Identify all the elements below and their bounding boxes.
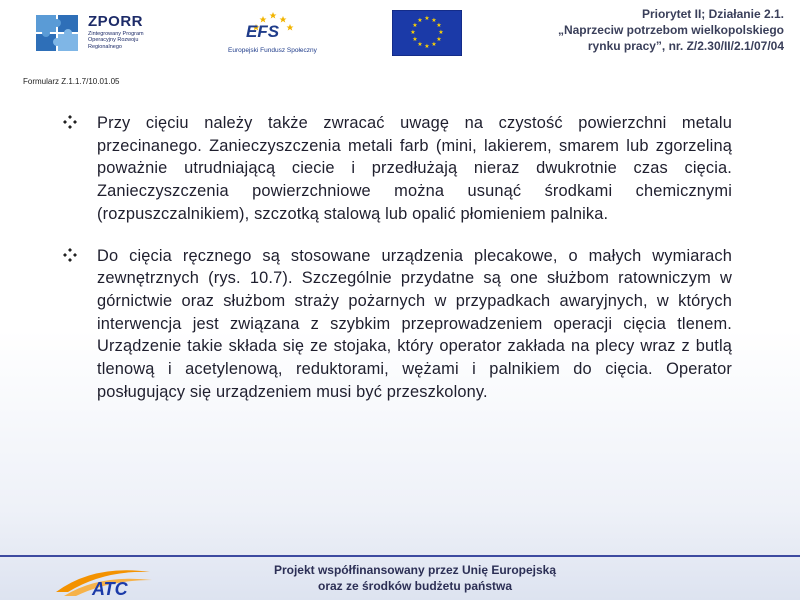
svg-text:★: ★ bbox=[417, 17, 423, 24]
svg-text:★: ★ bbox=[436, 36, 442, 43]
zporr-subtitle: Zintegrowany Program Operacyjny Rozwoju Regionalnego bbox=[88, 31, 144, 50]
diamond-bullet-icon bbox=[63, 115, 77, 129]
svg-text:★: ★ bbox=[431, 17, 437, 24]
zporr-title: ZPORR bbox=[88, 13, 143, 30]
svg-text:★: ★ bbox=[412, 22, 418, 29]
form-id: Formularz Z.1.1.7/10.01.05 bbox=[23, 77, 120, 86]
priority-line-2: „Naprzeciw potrzebom wielkopolskiego bbox=[557, 23, 784, 37]
svg-text:★: ★ bbox=[424, 43, 430, 50]
atc-logo bbox=[54, 562, 154, 598]
footer-line-2: oraz ze środków budżetu państwa bbox=[317, 579, 513, 593]
efs-subtitle: Europejski Fundusz Społeczny bbox=[228, 47, 317, 54]
efs-logo bbox=[228, 10, 326, 58]
zporr-logo bbox=[34, 11, 164, 55]
efs-title: EFS bbox=[246, 22, 280, 41]
svg-text:★: ★ bbox=[417, 41, 423, 48]
footer-line-1: Projekt współfinansowany przez Unię Europejską bbox=[273, 563, 557, 577]
priority-line-1: Priorytet II; Działanie 2.1. bbox=[641, 7, 784, 21]
svg-text:★: ★ bbox=[412, 36, 418, 43]
footer-divider bbox=[0, 555, 800, 557]
bullet-text: Przy cięciu należy także zwracać uwagę na czystość powierzchni metalu przecinanego. Zanieczyszczenia metali farb (mini, lakierem, smarem lub zgorzeliną poważnie utrudniającą ciecie i przedłużają nieraz dwukrotnie czas cięcia. Zanieczyszczenia powierzchniowe można usunąć środkami chemicznymi (rozpuszczalnikiem), szczotką stalową lub opalić płomieniem palnika. bbox=[97, 114, 732, 223]
bullet-text: Do cięcia ręcznego są stosowane urządzenia plecakowe, o małych wymiarach zewnętrznych (rys. 10.7). Szczególnie przydatne są one służbom ratowniczym w górnictwie oraz służbom straży pożarnych w przypadkach awaryjnych, w których interwencja jest związana z szybkim przeprowadzeniem operacji cięcia tlenem. Urządzenie takie składa się ze stojaka, który operator zakłada na plecy wraz z butlą tlenową i acetylenową, reduktorami, wężami i palnikiem do cięcia. Operator posługujący się urządzeniem musi być przeszkolony. bbox=[97, 246, 732, 401]
bullet-item bbox=[58, 112, 732, 226]
priority-info bbox=[484, 6, 784, 54]
svg-text:★: ★ bbox=[436, 22, 442, 29]
svg-text:★: ★ bbox=[431, 41, 437, 48]
eu-flag-icon bbox=[392, 10, 462, 56]
priority-line-3: rynku pracy”, nr. Z/2.30/II/2.1/07/04 bbox=[587, 39, 784, 53]
bullet-item bbox=[58, 245, 732, 404]
header bbox=[0, 0, 800, 64]
diamond-bullet-icon bbox=[63, 248, 77, 262]
svg-text:★: ★ bbox=[424, 15, 430, 22]
svg-text:★: ★ bbox=[438, 29, 444, 36]
content bbox=[58, 112, 732, 422]
atc-logo-text: ATC bbox=[92, 579, 128, 598]
footer-text bbox=[240, 562, 590, 594]
puzzle-icon bbox=[34, 11, 82, 55]
svg-text:★: ★ bbox=[410, 29, 416, 36]
